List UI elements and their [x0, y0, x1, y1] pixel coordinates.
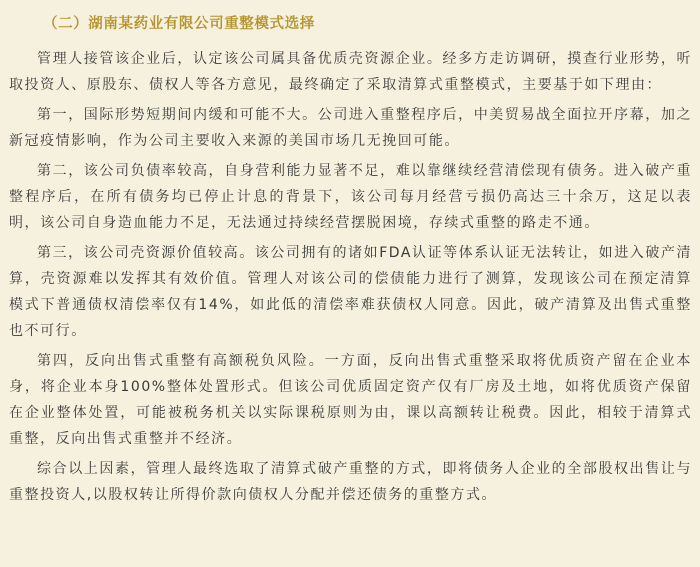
paragraph-reason-1: 第一，国际形势短期间内缓和可能不大。公司进入重整程序后，中美贸易战全面拉开序幕，加之新冠疫情影响，作为公司主要收入来源的美国市场几无挽回可能。 [9, 107, 692, 149]
paragraph-intro: 管理人接管该企业后，认定该公司属具备优质壳资源企业。经多方走访调研，摸查行业形势，听取投资人、原股东、债权人等各方意见，最终确定了采取清算式重整模式，主要基于如下理由： [9, 51, 692, 93]
section-heading: （二）湖南某药业有限公司重整模式选择 [43, 16, 315, 32]
paragraph-reason-2: 第二，该公司负债率较高，自身营利能力显著不足，难以靠继续经营清偿现有债务。进入破产重整程序后，在所有债务均已停止计息的背景下，该公司每月经营亏损仍高达三十余万，这足以表明，该公司自身造血能力不足，无法通过持续经营摆脱困境，存续式重整的路走不通。 [9, 163, 692, 231]
paragraph-reason-3: 第三，该公司壳资源价值较高。该公司拥有的诸如FDA认证等体系认证无法转让，如进入破产清算，壳资源难以发挥其有效价值。管理人对该公司的偿债能力进行了测算，发现该公司在预定清算模式下普通债权清偿率仅有14%，如此低的清偿率难获债权人同意。因此，破产清算及出售式重整也不可行。 [9, 245, 692, 339]
paragraph-reason-4: 第四，反向出售式重整有高额税负风险。一方面，反向出售式重整采取将优质资产留在企业本身，将企业本身100%整体处置形式。但该公司优质固定资产仅有厂房及土地，如将优质资产保留在企业整体处置，可能被税务机关以实际课税原则为由，课以高额转让税费。因此，相较于清算式重整，反向出售式重整并不经济。 [9, 353, 692, 447]
paragraph-conclusion: 综合以上因素，管理人最终选取了清算式破产重整的方式，即将债务人企业的全部股权出售让与重整投资人,以股权转让所得价款向债权人分配并偿还债务的重整方式。 [9, 461, 692, 503]
